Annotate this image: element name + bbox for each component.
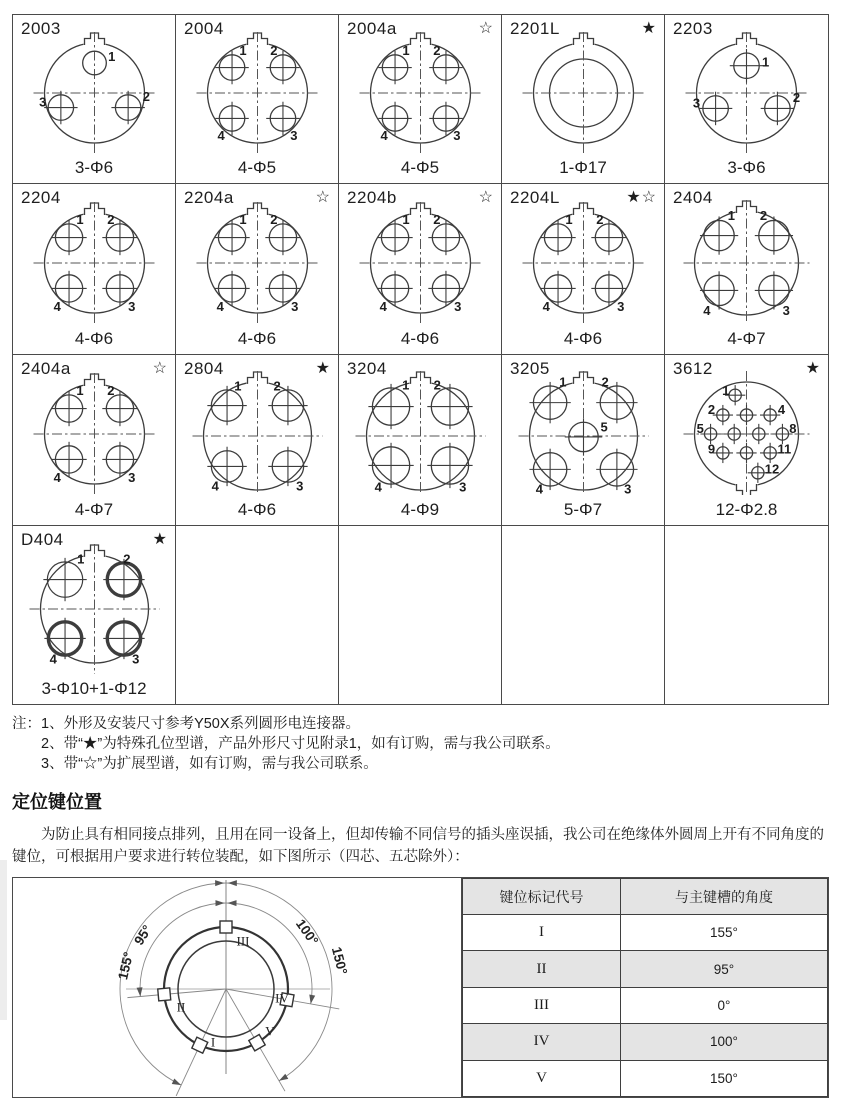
- pin-number: 5: [600, 419, 608, 435]
- pin-number: 2: [270, 211, 278, 227]
- keyway-label-I: I: [210, 1034, 216, 1050]
- pin-5: [565, 418, 602, 455]
- connector-pin-spec: 3-Φ10+1-Φ12: [41, 679, 147, 698]
- connector-diagram-2004a: [339, 31, 502, 153]
- connector-model: 2204a: [184, 188, 234, 207]
- connector-model: 2004: [184, 19, 224, 38]
- empty-cell: [502, 526, 665, 704]
- connector-diagram-2404a: [13, 371, 176, 495]
- connector-model: 2204: [21, 188, 61, 207]
- grid-row-2: [13, 184, 828, 355]
- connector-cell-2804: [176, 355, 339, 525]
- pin-number: 11: [777, 441, 792, 457]
- pin-number: 3: [128, 470, 136, 486]
- pin-number: 2: [142, 89, 150, 105]
- angle-dimension-label: 95°: [131, 922, 155, 948]
- keyway-label-II: II: [176, 999, 186, 1015]
- key-position-panel: [12, 877, 829, 1098]
- pin-9: [713, 443, 733, 463]
- connector-pin-spec: 4-Φ6: [400, 329, 440, 348]
- pin-number: 1: [239, 211, 247, 227]
- pin-number: 12: [764, 461, 780, 477]
- connector-model: 2804: [184, 359, 224, 378]
- key-angle: 150°: [621, 1060, 828, 1096]
- column-header-angle: 与主键槽的角度: [621, 879, 828, 915]
- connector-diagram-2204: [13, 200, 176, 324]
- connector-model: 2404: [673, 188, 713, 207]
- pin-number: 3: [132, 651, 140, 667]
- notes-lines: [41, 714, 560, 774]
- connector-cell-2201L: [502, 15, 665, 183]
- keyway-notch-III: [220, 921, 232, 933]
- star-marker: ☆: [315, 189, 331, 206]
- note-line: 1、外形及安装尺寸参考Y50X系列圆形电连接器。: [41, 716, 361, 732]
- notes-block: [12, 714, 838, 774]
- pin-number: 3: [617, 299, 625, 315]
- pin-number: 3: [454, 299, 462, 315]
- pin-2: [111, 91, 144, 124]
- key-table-row-I: [463, 915, 828, 951]
- pin-number: 4: [535, 481, 543, 495]
- pin: [749, 424, 769, 444]
- pin: [736, 405, 756, 425]
- connector-diagram-2404: [665, 200, 828, 324]
- key-angle: 155°: [621, 915, 828, 951]
- pin-number: 3: [128, 299, 136, 315]
- pin: [724, 424, 744, 444]
- connector-pin-spec: 1-Φ17: [559, 158, 607, 177]
- connector-cell-2404a: [13, 355, 176, 525]
- pin-number: 1: [761, 54, 770, 70]
- pin-number: 1: [402, 211, 410, 227]
- catalog-page: [12, 14, 838, 1098]
- pin-number: 4: [211, 478, 219, 494]
- keyway-label-III: III: [236, 933, 250, 949]
- connector-model: 3204: [347, 359, 387, 378]
- key-code: IV: [463, 1024, 621, 1060]
- connector-cell-2204a: [176, 184, 339, 354]
- key-angle-table-pane: [461, 878, 828, 1097]
- pin-number: 1: [402, 377, 410, 393]
- pin-number: 4: [380, 128, 388, 144]
- angle-dimension-label: 100°: [292, 916, 322, 948]
- pin-number: 1: [727, 208, 735, 224]
- keyway-notch-V: [249, 1034, 265, 1050]
- connector-diagram-3612: [665, 371, 828, 495]
- connector-cell-3204: [339, 355, 502, 525]
- keyway-label-IV: IV: [275, 990, 289, 1006]
- key-angle: 0°: [621, 987, 828, 1023]
- pin-number: 2: [707, 401, 716, 417]
- connector-diagram-3205: [502, 371, 665, 495]
- connector-pin-spec: 3-Φ6: [74, 158, 114, 177]
- scan-edge-artifact: [0, 860, 7, 1020]
- connector-cell-2203: [665, 15, 828, 183]
- pin-number: 4: [777, 401, 786, 417]
- empty-cell: [176, 526, 339, 704]
- empty-cell: [339, 526, 502, 704]
- pin-number: 2: [433, 377, 441, 393]
- connector-grid: [12, 14, 829, 705]
- connector-diagram-2204a: [176, 200, 339, 324]
- key-table-row-II: [463, 951, 828, 987]
- empty-cell: [665, 526, 828, 704]
- connector-pin-spec: 4-Φ6: [74, 329, 114, 348]
- star-marker: ★: [152, 531, 168, 548]
- star-marker: ☆: [478, 20, 494, 37]
- connector-diagram-2003: [13, 31, 176, 153]
- key-position-diagram: [13, 878, 461, 1097]
- pin-number: 2: [123, 551, 131, 567]
- star-marker: ☆: [152, 360, 168, 377]
- pin-2: [713, 405, 733, 425]
- key-code: V: [463, 1060, 621, 1096]
- pin-number: 3: [459, 479, 467, 495]
- connector-pin-spec: 4-Φ6: [237, 329, 277, 348]
- grid-row-1: [13, 15, 828, 184]
- key-table-row-IV: [463, 1024, 828, 1060]
- key-angle: 100°: [621, 1024, 828, 1060]
- pin-number: 4: [379, 299, 387, 315]
- pin-1: [730, 49, 763, 82]
- connector-diagram-2804: [176, 371, 339, 495]
- star-marker: ★: [641, 20, 657, 37]
- pin-number: 3: [782, 302, 790, 318]
- note-line: 3、带“☆”为扩展型谱，如有订购，需与我公司联系。: [41, 756, 378, 772]
- pin-number: 2: [433, 42, 441, 58]
- connector-model: 2404a: [21, 359, 71, 378]
- pin-number: 3: [624, 481, 632, 495]
- key-angle-table: [462, 878, 828, 1097]
- notes-prefix: 注：: [12, 716, 41, 732]
- pin-number: 3: [692, 95, 701, 111]
- pin-number: 2: [759, 208, 768, 224]
- pin-number: 1: [76, 382, 84, 398]
- connector-pin-spec: 5-Φ7: [563, 500, 603, 519]
- connector-diagram-2201L: [502, 31, 665, 153]
- keyway-angle-diagram: [13, 878, 459, 1096]
- connector-cell-2003: [13, 15, 176, 183]
- key-code: III: [463, 987, 621, 1023]
- pin-number: 2: [107, 211, 115, 227]
- connector-cell-3612: [665, 355, 828, 525]
- pin-number: 3: [290, 128, 298, 144]
- section-paragraph: 为防止具有相同接点排列，且用在同一设备上，但却传输不同信号的插头座误插，我公司在绝缘体外圆周上开有不同角度的键位，可根据用户要求进行转位装配，如下图所示（四芯、五芯除外）：: [12, 827, 824, 865]
- note-line: 2、带“★”为特殊孔位型谱，产品外形尺寸见附录1，如有订购，需与我公司联系。: [41, 736, 560, 752]
- connector-pin-spec: 4-Φ7: [74, 500, 114, 519]
- pin-number: 3: [453, 128, 461, 144]
- connector-pin-spec: 4-Φ9: [400, 500, 440, 519]
- pin-number: 4: [374, 479, 382, 495]
- grid-row-4: [13, 526, 828, 704]
- key-angle: 95°: [621, 951, 828, 987]
- connector-cell-2204L: [502, 184, 665, 354]
- table-header-row: [463, 879, 828, 915]
- pin-number: 2: [270, 42, 278, 58]
- grid-row-3: [13, 355, 828, 526]
- connector-pin-spec: 4-Φ7: [727, 329, 766, 348]
- connector-diagram-2004: [176, 31, 339, 153]
- connector-pin-spec: 12-Φ2.8: [715, 500, 778, 519]
- connector-cell-2404: [665, 184, 828, 354]
- pin-number: 1: [402, 42, 410, 58]
- pin-number: 1: [76, 211, 84, 227]
- connector-model: 3612: [673, 359, 713, 378]
- pin-number: 1: [77, 551, 85, 567]
- pin-number: 1: [559, 374, 567, 390]
- pin-number: 4: [53, 470, 61, 486]
- connector-model: 2203: [673, 19, 713, 38]
- connector-cell-2004a: [339, 15, 502, 183]
- pin-number: 2: [601, 374, 609, 390]
- pin-number: 3: [291, 299, 299, 315]
- connector-cell-3205: [502, 355, 665, 525]
- pin-3: [44, 91, 77, 124]
- key-code: II: [463, 951, 621, 987]
- pin-number: 4: [703, 302, 711, 318]
- key-code: I: [463, 915, 621, 951]
- connector-model: 3205: [510, 359, 550, 378]
- connector-diagram-2203: [665, 31, 828, 153]
- connector-model: 2003: [21, 19, 61, 38]
- connector-cell-2204b: [339, 184, 502, 354]
- connector-diagram-D404: [13, 542, 176, 674]
- pin-number: 3: [39, 94, 47, 110]
- angle-dimension-label: 150°: [328, 945, 351, 977]
- connector-model: 2204L: [510, 188, 560, 207]
- connector-pin-spec: 4-Φ6: [563, 329, 603, 348]
- section-title: 定位键位置: [12, 792, 102, 812]
- connector-model: D404: [21, 530, 64, 549]
- pin-number: 1: [239, 42, 247, 58]
- connector-diagram-2204b: [339, 200, 502, 324]
- pin-number: 5: [696, 420, 704, 436]
- pin-number: 4: [49, 651, 57, 667]
- pin-number: 2: [433, 211, 441, 227]
- angle-dimension-label: 155°: [115, 950, 137, 982]
- pin-3: [596, 449, 637, 490]
- pin-number: 1: [108, 49, 116, 65]
- pin-number: 1: [234, 378, 242, 394]
- star-marker: ★: [315, 360, 331, 377]
- star-marker: ☆: [478, 189, 494, 206]
- pin-number: 3: [296, 478, 304, 494]
- pin-number: 2: [596, 211, 604, 227]
- pin-number: 2: [107, 382, 115, 398]
- connector-pin-spec: 3-Φ6: [727, 158, 766, 177]
- pin-number: 1: [565, 211, 573, 227]
- pin-number: 9: [707, 441, 716, 457]
- connector-cell-D404: [13, 526, 176, 704]
- connector-cell-2004: [176, 15, 339, 183]
- keyway-label-V: V: [265, 1023, 275, 1039]
- pin-number: 4: [53, 299, 61, 315]
- keyway-notch-II: [158, 988, 171, 1001]
- connector-model: 2004a: [347, 19, 397, 38]
- connector-model: 2204b: [347, 188, 397, 207]
- keyway-notch-I: [192, 1037, 208, 1053]
- column-header-key-code: 键位标记代号: [463, 879, 621, 915]
- connector-pin-spec: 4-Φ5: [400, 158, 440, 177]
- pin-number: 4: [542, 299, 550, 315]
- pin-number: 8: [789, 420, 797, 436]
- key-table-row-III: [463, 987, 828, 1023]
- pin: [736, 443, 756, 463]
- star-marker: ★☆: [626, 189, 657, 206]
- connector-diagram-3204: [339, 371, 502, 495]
- connector-model: 2201L: [510, 19, 560, 38]
- pin-number: 2: [273, 378, 281, 394]
- key-table-row-V: [463, 1060, 828, 1096]
- pin-number: 2: [792, 90, 801, 106]
- connector-diagram-2204L: [502, 200, 665, 324]
- pin-number: 4: [217, 128, 225, 144]
- pin-number: 4: [216, 299, 224, 315]
- connector-pin-spec: 4-Φ5: [237, 158, 277, 177]
- connector-cell-2204: [13, 184, 176, 354]
- star-marker: ★: [805, 360, 821, 377]
- connector-pin-spec: 4-Φ6: [237, 500, 277, 519]
- pin-number: 1: [722, 383, 730, 399]
